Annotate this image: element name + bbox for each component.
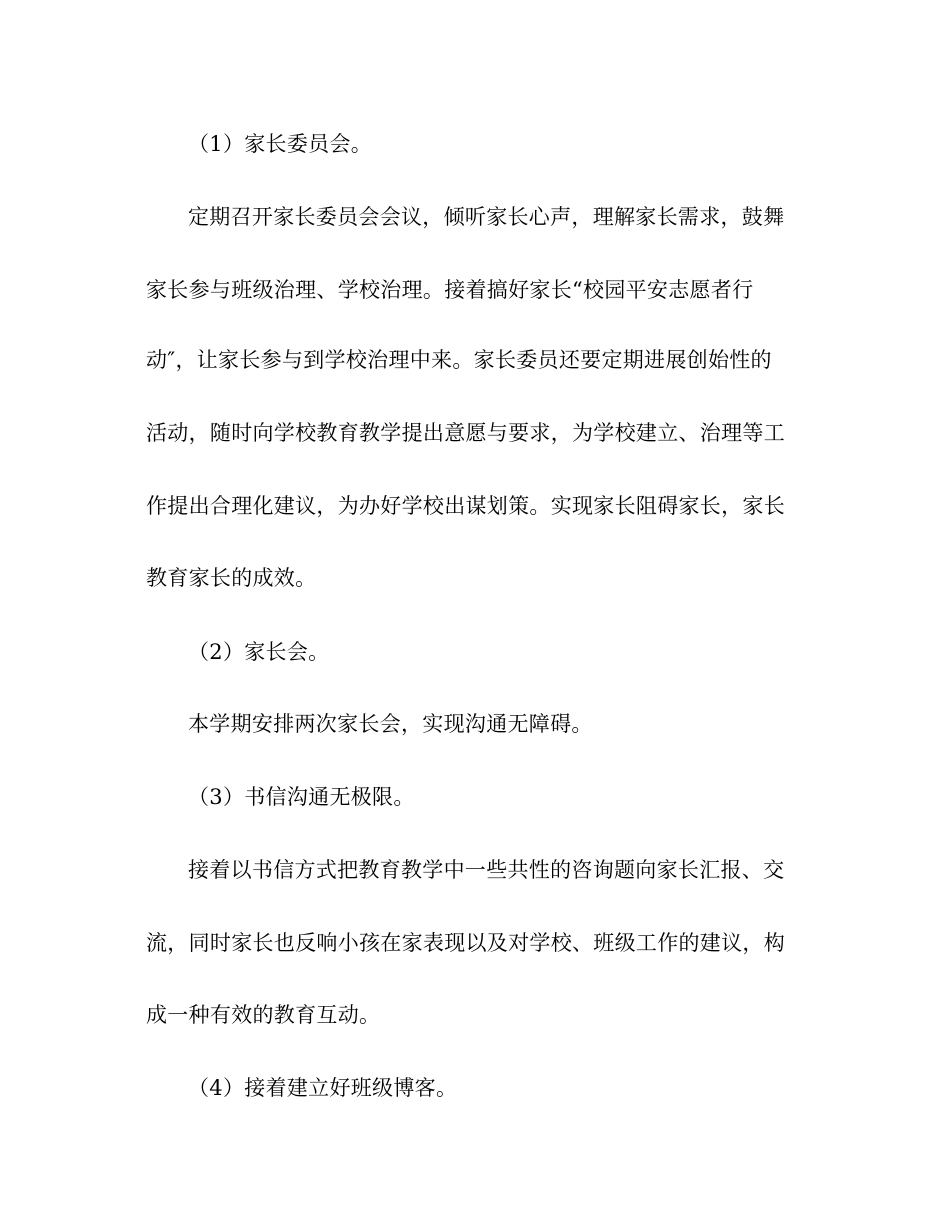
paragraph-line: 成一种有效的教育互动。 <box>146 1003 381 1027</box>
paragraph-line: 教育家长的成效。 <box>146 566 317 590</box>
paragraph-line: 动″，让家长参与到学校治理中来。家长委员还要定期进展创始性的 <box>146 348 772 372</box>
paragraph-line: 流，同时家长也反响小孩在家表现以及对学校、班级工作的建议，构 <box>146 931 785 955</box>
paragraph-line: 本学期安排两次家长会，实现沟通无障碍。 <box>188 712 593 736</box>
heading-letter-communication: （3）书信沟通无极限。 <box>188 785 415 809</box>
paragraph-line: 作提出合理化建议，为办好学校出谋划策。实现家长阻碍家长，家长 <box>146 494 785 518</box>
heading-parent-committee: （1）家长委员会。 <box>188 132 373 156</box>
heading-class-blog: （4）接着建立好班级博客。 <box>188 1076 458 1100</box>
paragraph-line: 接着以书信方式把教育教学中一些共性的咨询题向家长汇报、交 <box>188 858 785 882</box>
paragraph-line: 活动，随时向学校教育教学提出意愿与要求，为学校建立、治理等工 <box>146 421 785 445</box>
heading-parent-meeting: （2）家长会。 <box>188 640 330 664</box>
paragraph-line: 定期召开家长委员会会议，倾听家长心声，理解家长需求，鼓舞 <box>188 205 785 229</box>
paragraph-line: 家长参与班级治理、学校治理。接着搞好家长“校园平安志愿者行 <box>146 278 754 302</box>
